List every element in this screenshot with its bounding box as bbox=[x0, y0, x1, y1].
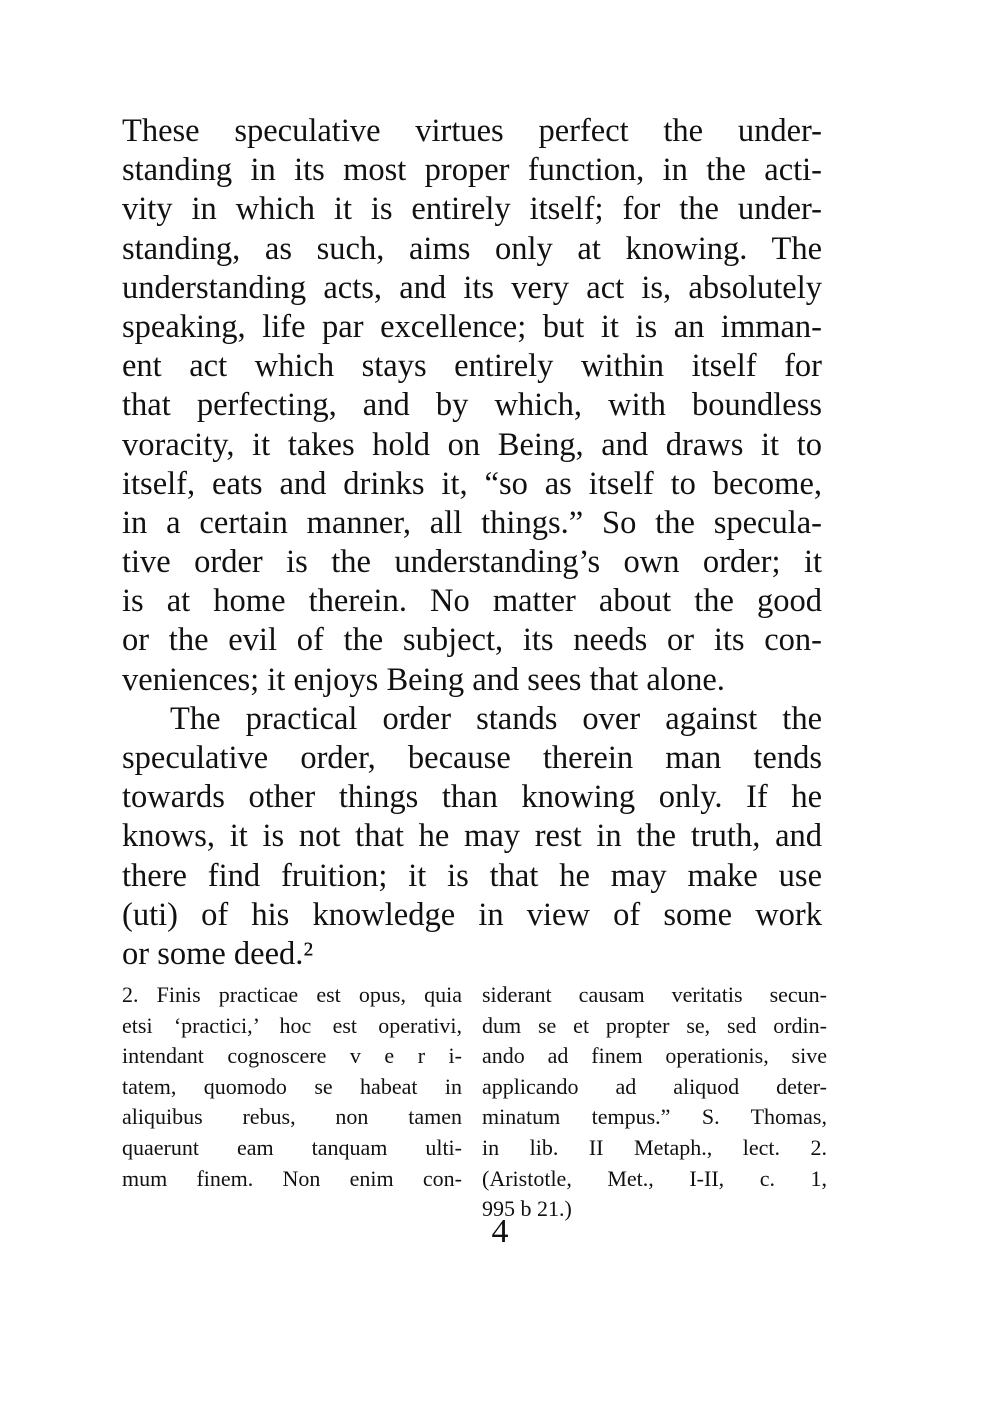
footnote-line: etsi ‘practici,’ hoc est operativi, bbox=[122, 1012, 462, 1038]
footnote-line: (Aristotle, Met., I-II, c. 1, bbox=[482, 1165, 827, 1191]
text-line: or some deed.² bbox=[122, 935, 314, 972]
text-line: knows, it is not that he may rest in the truth, and bbox=[122, 818, 822, 855]
text-line: standing in its most proper function, in the acti- bbox=[122, 152, 822, 189]
text-line: speaking, life par excellence; but it is an imman- bbox=[122, 308, 822, 345]
main-text bbox=[122, 112, 822, 974]
footnote-line: ando ad finem operationis, sive bbox=[482, 1043, 827, 1069]
text-line: speculative order, because therein man tends bbox=[122, 740, 822, 776]
text-line: The practical order stands over against the bbox=[170, 700, 822, 737]
footnote-line: 995 b 21.) bbox=[482, 1196, 572, 1222]
footnote-line: dum se et propter se, sed ordin- bbox=[482, 1012, 827, 1038]
footnote-line: minatum tempus.” S. Thomas, bbox=[482, 1104, 827, 1130]
footnote-column-right bbox=[482, 980, 827, 1225]
footnote-line: mum finem. Non enim con- bbox=[122, 1165, 462, 1191]
footnote-line: quaerunt eam tanquam ulti- bbox=[122, 1134, 462, 1160]
text-line: there find fruition; it is that he may make use bbox=[122, 857, 822, 894]
text-line: that perfecting, and by which, with boundless bbox=[122, 387, 822, 424]
footnote-line: 2. Finis practicae est opus, quia bbox=[122, 982, 462, 1007]
text-line: or the evil of the subject, its needs or its con- bbox=[122, 622, 822, 659]
text-line: is at home therein. No matter about the good bbox=[122, 583, 822, 620]
text-line: (uti) of his knowledge in view of some work bbox=[122, 896, 822, 933]
text-line: These speculative virtues perfect the under- bbox=[122, 113, 822, 149]
text-line: standing, as such, aims only at knowing. The bbox=[122, 230, 822, 267]
text-line: towards other things than knowing only. If he bbox=[122, 779, 822, 816]
footnote-line: in lib. II Metaph., lect. 2. bbox=[482, 1134, 827, 1160]
page-number: 4 bbox=[491, 1213, 509, 1250]
footnote-line: siderant causam veritatis secun- bbox=[482, 982, 827, 1007]
text-line: voracity, it takes hold on Being, and draws it to bbox=[122, 426, 822, 463]
footnote-column-left bbox=[122, 980, 462, 1225]
text-line: tive order is the understanding’s own order; it bbox=[122, 544, 822, 581]
text-line: ent act which stays entirely within itself for bbox=[122, 348, 822, 385]
text-line: understanding acts, and its very act is, absolutely bbox=[122, 269, 822, 306]
footnote-line: tatem, quomodo se habeat in bbox=[122, 1073, 462, 1099]
footnote-line: applicando ad aliquod deter- bbox=[482, 1073, 827, 1099]
text-line: in a certain manner, all things.” So the specula- bbox=[122, 504, 822, 541]
footnote-line: intendant cognoscere v e r i- bbox=[122, 1043, 462, 1069]
footnote-line: aliquibus rebus, non tamen bbox=[122, 1104, 462, 1130]
text-line: veniences; it enjoys Being and sees that alone. bbox=[122, 661, 725, 698]
text-line: vity in which it is entirely itself; for the under- bbox=[122, 191, 822, 228]
text-line: itself, eats and drinks it, “so as itself to become, bbox=[122, 465, 822, 502]
footnote bbox=[122, 980, 827, 1225]
